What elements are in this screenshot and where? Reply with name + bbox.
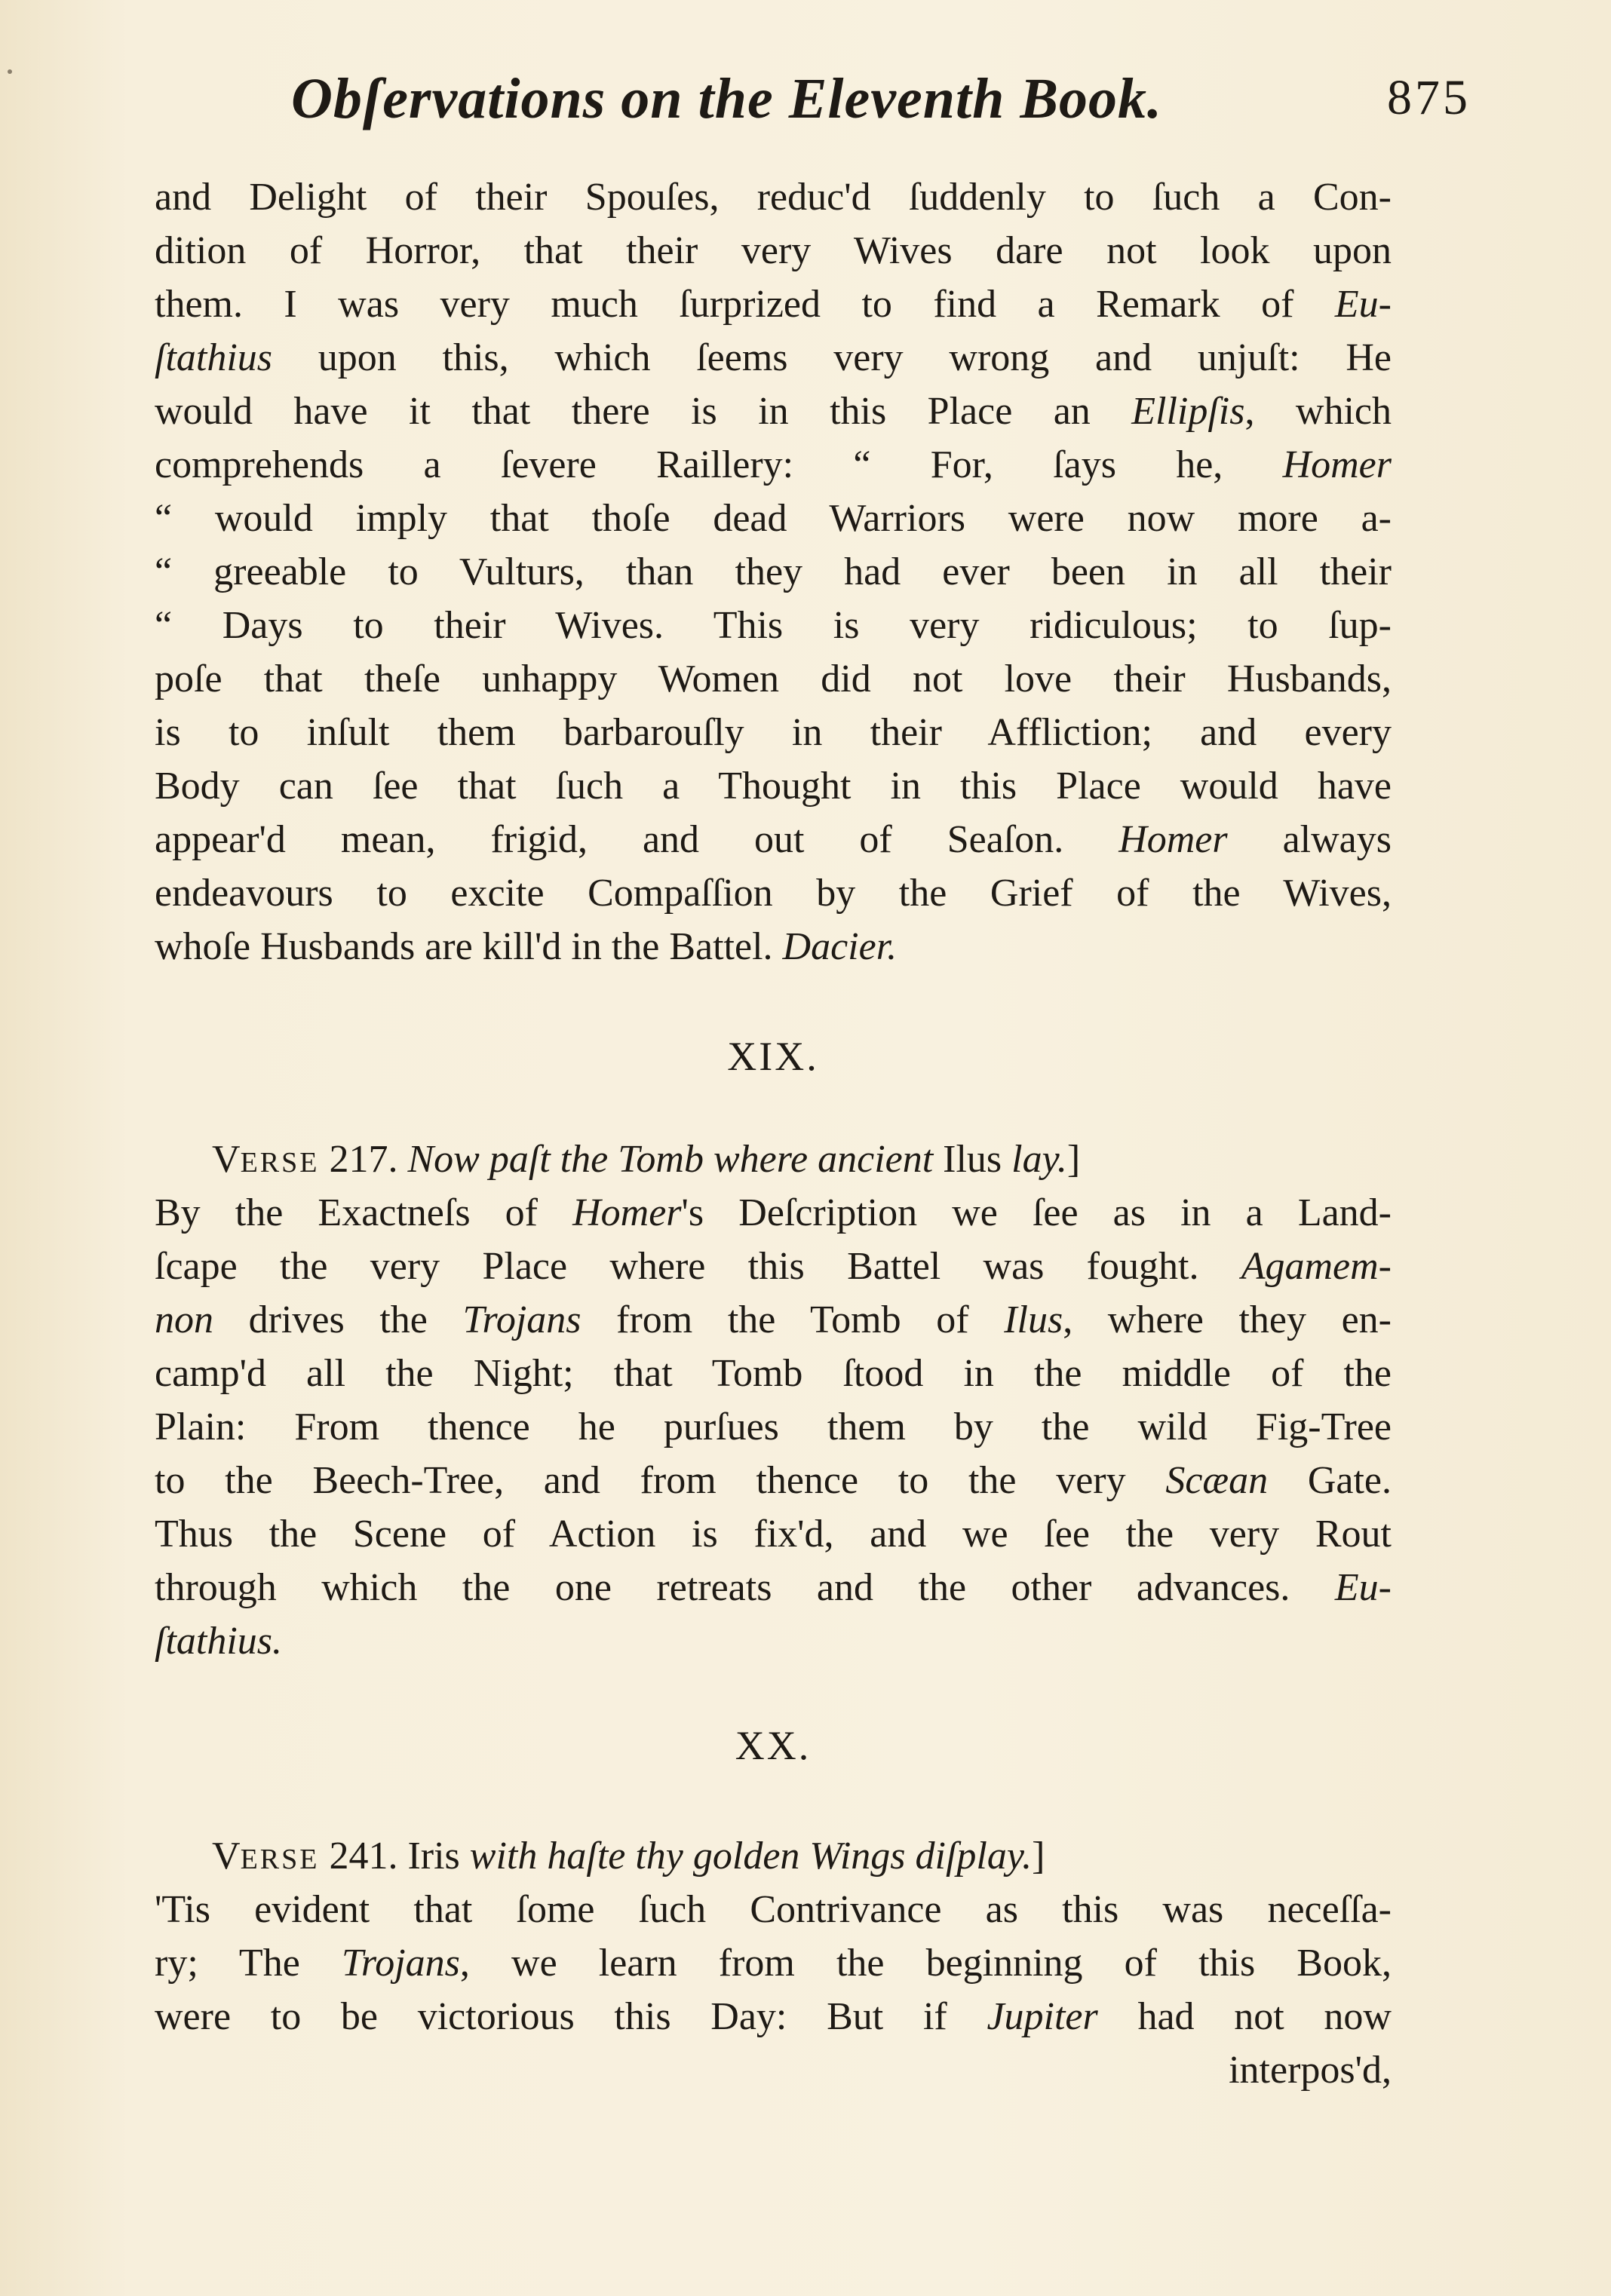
text-line: would have it that there is in this Place an Ellipſis, which <box>155 390 1392 433</box>
text-line: Body can ſee that ſuch a Thought in this Place would have <box>155 765 1392 808</box>
text-line: “ greeable to Vulturs, than they had ever been in all their <box>155 550 1392 593</box>
catchword: interpos'd, <box>1229 2049 1392 2092</box>
text-line: and Delight of their Spouſes, reduc'd ſuddenly to ſuch a Con- <box>155 176 1392 219</box>
text-line: “ would imply that thoſe dead Warriors were now more a- <box>155 497 1392 540</box>
text-line: them. I was very much ſurprized to find a Remark of Eu- <box>155 283 1392 326</box>
text-line: Plain: From thence he purſues them by the wild Fig-Tree <box>155 1405 1392 1448</box>
paragraph-verse-241 <box>155 1829 1392 2097</box>
text-line: ry; The Trojans, we learn from the beginning of this Book, <box>155 1942 1392 1985</box>
running-header <box>151 66 1471 149</box>
text-line: 'Tis evident that ſome ſuch Contrivance as this was neceſſa- <box>155 1888 1392 1931</box>
verse-reference-line: VERSE 217. Now paſt the Tomb where ancient Ilus lay.] <box>212 1138 1081 1181</box>
section-heading-xix: XIX. <box>727 1034 819 1079</box>
page-number: 875 <box>1387 70 1471 125</box>
section-heading-xx: XX. <box>735 1723 812 1768</box>
text-line: dition of Horror, that their very Wives dare not look upon <box>155 229 1392 272</box>
citation-dacier: Dacier. <box>782 925 898 968</box>
verse-reference-line: VERSE 241. Iris with haſte thy golden Wings diſplay.] <box>212 1835 1045 1878</box>
text-line: ſcape the very Place where this Battel was fought. Agamem- <box>155 1245 1392 1288</box>
text-line: endeavours to excite Compaſſion by the Grief of the Wives, <box>155 872 1392 915</box>
text-line: non drives the Trojans from the Tomb of Ilus, where they en- <box>155 1298 1392 1341</box>
text-line: is to inſult them barbarouſly in their Affliction; and every <box>155 711 1392 754</box>
text-line: poſe that theſe unhappy Women did not love their Husbands, <box>155 658 1392 700</box>
text-line: camp'd all the Night; that Tomb ſtood in the middle of the <box>155 1352 1392 1395</box>
text-line: comprehends a ſevere Raillery: “ For, ſays he, Homer <box>155 443 1392 486</box>
text-line <box>155 1614 1392 1668</box>
text-line: By the Exactneſs of Homer's Deſcription we ſee as in a Land- <box>155 1191 1392 1234</box>
running-title: Obſervations on the Eleventh Book. <box>291 67 1163 130</box>
text-line: to the Beech-Tree, and from thence to the very Scæan Gate. <box>155 1459 1392 1502</box>
text-line: through which the one retreats and the other advances. Eu- <box>155 1566 1392 1609</box>
citation-eustathius: ſtathius. <box>155 1620 283 1663</box>
text-line: appear'd mean, frigid, and out of Seaſon. Homer always <box>155 818 1392 861</box>
text-line: ſtathius upon this, which ſeems very wrong and unjuſt: He <box>155 336 1392 379</box>
text-line: whoſe Husbands are kill'd in the Battel. Dacier. <box>155 925 898 968</box>
text-line: “ Days to their Wives. This is very ridiculous; to ſup- <box>155 604 1392 647</box>
paragraph-dacier-remark <box>155 170 1392 973</box>
ink-speck <box>8 69 12 74</box>
paragraph-verse-217 <box>155 1133 1392 1668</box>
text-line: Thus the Scene of Action is fix'd, and we ſee the very Rout <box>155 1513 1392 1556</box>
text-line: were to be victorious this Day: But if Jupiter had not now <box>155 1995 1392 2038</box>
